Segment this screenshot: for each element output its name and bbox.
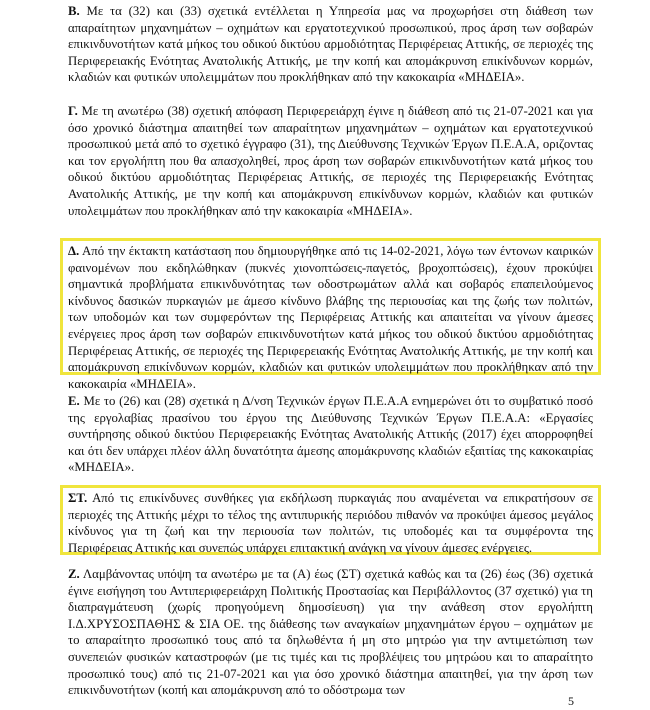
paragraph-text: Με το (26) και (28) σχετικά η Δ/νση Τεχνικών έργων Π.Ε.Α.Α ενημερώνει ότι το συμβατικό ποσό της εργολαβίας πρασίνου του έργου της Διεύθυνσης Τεχνικών Έργων Π.Ε.Α.Α: «Εργασίες συντήρησης οδικού δικτύου Περιφερειακής Ενότητας Ανατολικής Αττικής (2017) έχει απορροφηθεί και ότι δεν υπάρχει πλέον άλλη δυνατότητα άμεσης απομάκρυνσης κλαδιών εξαιτίας της κακοκαιρίας «ΜΗΔΕΙΑ». [68, 394, 594, 475]
paragraph-e [68, 393, 593, 476]
page-number: 5 [568, 694, 574, 708]
paragraph-text: Από την έκτακτη κατάσταση που δημιουργήθηκε από τις 14-02-2021, λόγω των έντονων καιρικών φαινομένων που εκδηλώθηκαν (πυκνές χιονοπτώσεις-παγετός, βροχοπτώσεις), έχουν προκύψει σημαντικά προβλήματα επικινδυνότητας των οδοστρωμάτων αλλά και σοβαρός επαπειλούμενος κίνδυνος δασικών πυρκαγιών με άμεσο κίνδυνο βλάβης της περιουσίας και της ζωής των πολιτών, των υποδομών και των συμφερόντων της Περιφέρειας Αττικής και απαιτείται να γίνουν άμεσες ενέργειες προς άρση των σοβαρών επικινδυνοτήτων κατά μήκος του οδικού δικτύου αρμοδιότητας Περιφέρειας Αττικής, σε περιοχές της Περιφερειακής Ενότητας Ανατολικής Αττικής, με την κοπή και απομάκρυνση επικίνδυνων κορμών, κλαδιών και φυτικών υπολειμμάτων που προκλήθηκαν από την κακοκαιρία «ΜΗΔΕΙΑ». [68, 244, 593, 391]
paragraph-st [68, 490, 593, 556]
paragraph-text: Με τα (32) και (33) σχετικά εντέλλεται η Υπηρεσία μας να προχωρήσει στη διάθεση των απαραίτητων μηχανημάτων – οχημάτων και εργατοτεχνικού προσωπικού, προς άρση των σοβαρών επικινδυνοτήτων κατά μήκος του οδικού δικτύου αρμοδιότητας Περιφέρειας Αττικής, σε περιοχές της Περιφερειακής Ενότητας Ανατολικής Αττικής, με την κοπή και απομάκρυνση επικίνδυνων κορμών, κλαδιών και φυτικών υπολειμμάτων που προκλήθηκαν από την κακοκαιρία «ΜΗΔΕΙΑ». [68, 4, 593, 85]
paragraph-letter: Ε. [68, 394, 80, 408]
paragraph-letter: Δ. [68, 244, 80, 258]
paragraph-letter: Β. [68, 4, 80, 18]
paragraph-text: Από τις επικίνδυνες συνθήκες για εκδήλωση πυρκαγιάς που αναμένεται να επικρατήσουν σε περιοχές της Αττικής μέχρι το τέλος της αντιπυρικής περιόδου πιθανόν να προκύψει άμεσος μεγάλος κίνδυνος για τη ζωή και την περιουσία των πολιτών, τις υποδομές και τα συμφέροντα της Περιφέρειας Αττικής και συνεπώς υπάρχει επιτακτική ανάγκη να γίνουν άμεσες ενέργειες. [68, 491, 593, 555]
paragraph-text: Με τη ανωτέρω (38) σχετική απόφαση Περιφερειάρχη έγινε η διάθεση από τις 21-07-2021 και για όσο χρονικό διάστημα απαιτηθεί των απαραίτητων μηχανημάτων – οχημάτων και εργατοτεχνικού προσωπικού μετά από το σχετικό έγγραφο (31), της Διεύθυνσης Τεχνικών Έργων Π.Ε.Α.Α, οριζοντας και τον εργολήπτη που θα απασχοληθεί, προς άρση των σοβαρών επικινδυνοτήτων κατά μήκος του οδικού δικτύου αρμοδιότητας Περιφέρειας Αττικής, σε περιοχές της Περιφερειακής Ενότητας Ανατολικής Αττικής, με την κοπή και απομάκρυνση επικίνδυνων κορμών, κλαδιών και φυτικών υπολειμμάτων που προκλήθηκαν από την κακοκαιρία «ΜΗΔΕΙΑ». [68, 104, 593, 218]
paragraph-letter: Ζ. [68, 567, 80, 581]
paragraph-z [68, 566, 593, 699]
paragraph-letter: Γ. [68, 104, 78, 118]
paragraph-g [68, 103, 593, 219]
paragraph-letter: ΣΤ. [68, 491, 88, 505]
paragraph-text: Λαμβάνοντας υπόψη τα ανωτέρω με τα (Α) έως (ΣΤ) σχετικά καθώς και τα (26) έως (36) σχετικά έγινε εισήγηση του Αντιπεριφερειάρχη Πολιτικής Προστασίας και Περιβάλλοντος (37 σχετικό) για τη διαπραγμάτευση (χωρίς προηγούμενη δημοσίευση) για την ανάθεση στον εργολήπτη Ι.Δ.ΧΡΥΣΟΣΠΑΘΗΣ & ΣΙΑ ΟΕ. της διάθεσης των αναγκαίων μηχανημάτων έργου – οχημάτων με το απαραίτητο προσωπικό τους από τα δηλωθέντα ή μη στο μητρώο για την αντιμετώπιση των συνεπειών φυσικών καταστροφών (με τις τιμές και τις προβλέψεις του μητρώου και το απαραίτητο προσωπικό τους) από τις 21-07-2021 και για όσο χρονικό διάστημα απαιτηθεί, για την άρση των επικινδυνοτήτων (κοπή και απομάκρυνση από το οδόστρωμα των [68, 567, 594, 698]
paragraph-d [68, 243, 593, 392]
paragraph-b [68, 3, 593, 86]
